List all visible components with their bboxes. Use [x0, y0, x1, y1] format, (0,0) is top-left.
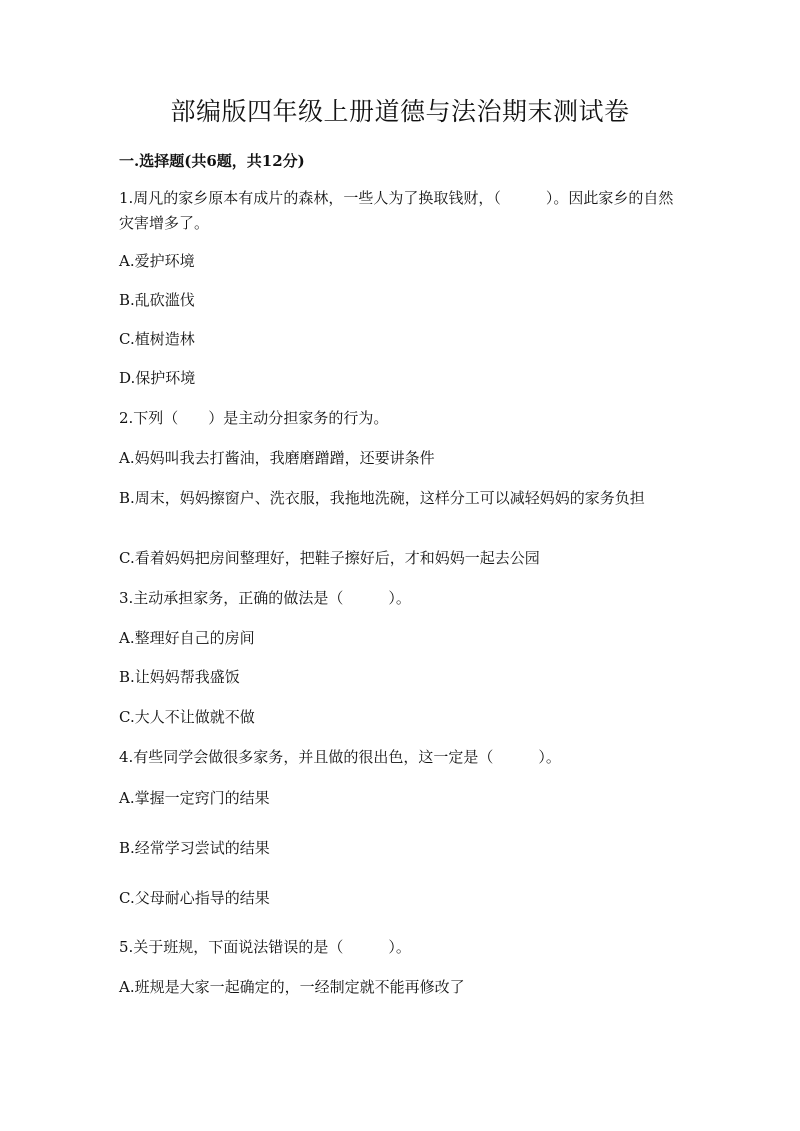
- question-1-option-a: A.爱护环境: [119, 252, 195, 270]
- question-4-option-a: A.掌握一定窍门的结果: [119, 789, 270, 807]
- question-2-option-a: A.妈妈叫我去打酱油，我磨磨蹭蹭，还要讲条件: [119, 449, 435, 467]
- question-3-option-a: A.整理好自己的房间: [119, 629, 255, 647]
- question-1-option-d: D.保护环境: [119, 369, 196, 387]
- question-4-stem: 4.有些同学会做很多家务，并且做的很出色，这一定是（ ）。: [119, 748, 561, 766]
- question-3-option-b: B.让妈妈帮我盛饭: [119, 668, 240, 686]
- question-3-option-c: C.大人不让做就不做: [119, 708, 255, 726]
- question-4-option-b: B.经常学习尝试的结果: [119, 839, 270, 857]
- question-4-option-c: C.父母耐心指导的结果: [119, 889, 270, 907]
- question-2-option-b: B.周末，妈妈擦窗户、洗衣服，我拖地洗碗，这样分工可以减轻妈妈的家务负担: [119, 489, 645, 507]
- question-1-option-c: C.植树造林: [119, 330, 195, 348]
- question-3-stem: 3.主动承担家务，正确的做法是（ ）。: [119, 589, 411, 607]
- question-1-stem: 1.周凡的家乡原本有成片的森林，一些人为了换取钱财，（ ）。因此家乡的自然灾害增多了。: [119, 189, 674, 232]
- question-1-option-b: B.乱砍滥伐: [119, 291, 195, 309]
- question-2-option-c: C.看着妈妈把房间整理好，把鞋子擦好后，才和妈妈一起去公园: [119, 549, 540, 567]
- section-heading: 一.选择题(共6题，共12分): [119, 152, 305, 170]
- exam-title: 部编版四年级上册道德与法治期末测试卷: [170, 97, 630, 126]
- question-2-stem: 2.下列（ ）是主动分担家务的行为。: [119, 409, 389, 427]
- question-5-option-a: A.班规是大家一起确定的，一经制定就不能再修改了: [119, 978, 465, 996]
- question-5-stem: 5.关于班规，下面说法错误的是（ ）。: [119, 938, 411, 956]
